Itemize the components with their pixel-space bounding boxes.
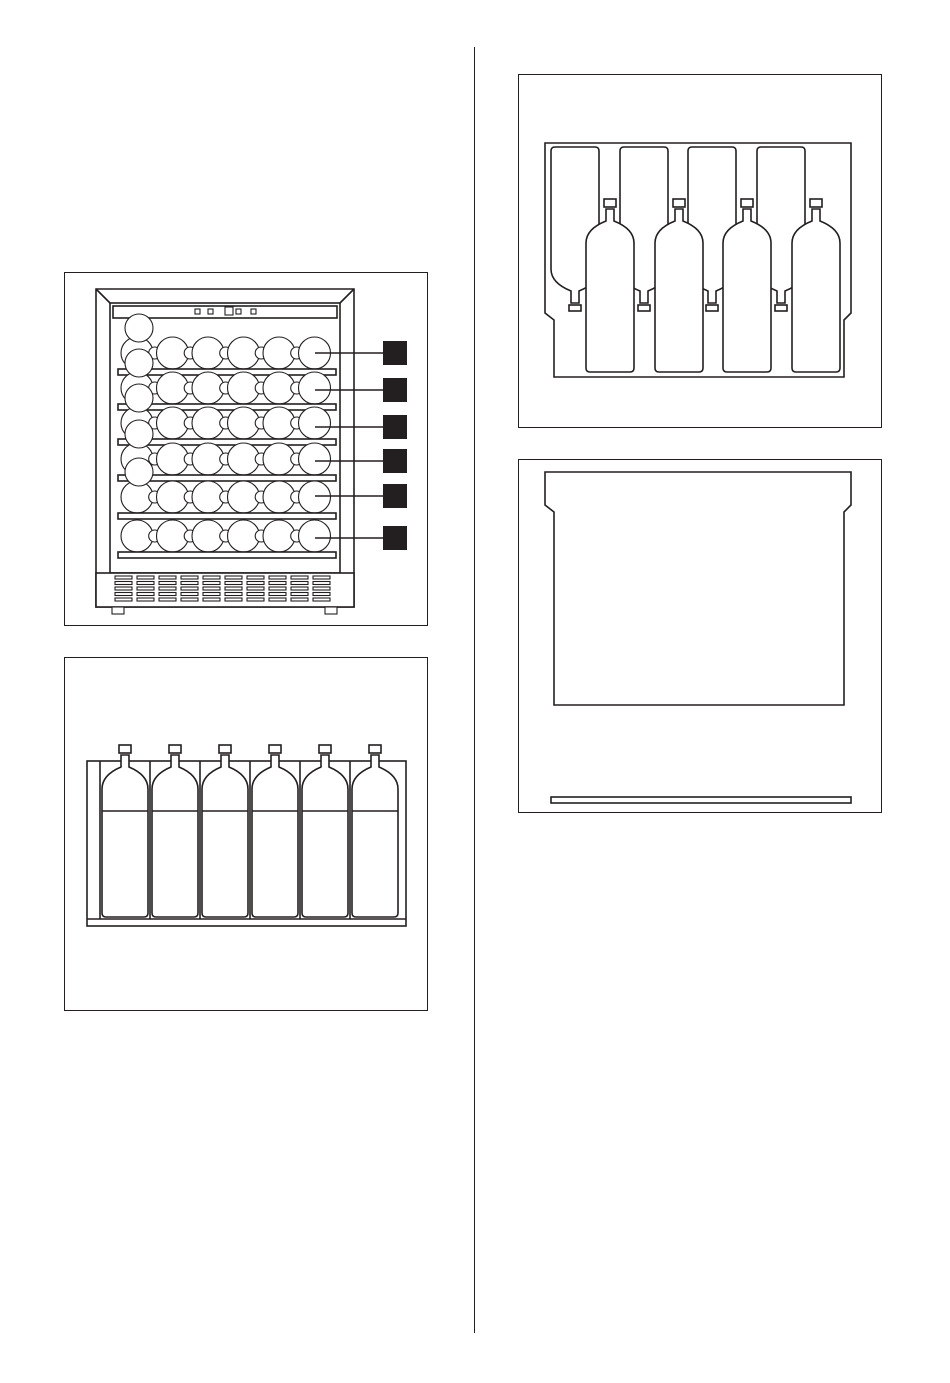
display-icon [225,307,233,315]
figure-alternating-bottles [518,74,882,428]
standing-bottle [152,755,198,917]
vent-slot [291,593,308,596]
inverted-bottle-cap [775,305,787,311]
inverted-bottle-cap [706,305,718,311]
standing-bottle-cap [219,745,231,753]
shelf-marker-6 [383,526,407,550]
vent-slot [247,582,264,585]
standing-bottle [202,755,248,917]
standing-bottle [352,755,398,917]
vent-slot [225,576,242,579]
bottle-base-circle [299,520,331,552]
vent-slot [115,587,132,590]
vent-slot [291,576,308,579]
shelf-rail [118,513,336,519]
vent-slot [115,576,132,579]
standing-bottle-cap [169,745,181,753]
vent-slot [137,582,154,585]
vent-slot [203,593,220,596]
vent-slot [159,576,176,579]
standing-bottle-cap [319,745,331,753]
vent-slot [159,593,176,596]
vent-slot [313,576,330,579]
upright-bottle [723,209,771,372]
standing-bottles-diagram [65,658,427,1010]
column-divider [474,47,475,1333]
upright-bottle-cap [673,199,685,207]
vent-slot [137,587,154,590]
vent-slot [291,598,308,601]
figure-standing-bottles [64,657,428,1011]
upright-bottle [655,209,703,372]
shelf-marker-5 [383,484,407,508]
vent-slot [137,576,154,579]
figure-fridge-front [64,272,428,626]
vent-slot [159,598,176,601]
standing-bottle-cap [269,745,281,753]
vent-slot [181,582,198,585]
vent-slot [225,587,242,590]
upright-bottle-cap [604,199,616,207]
fridge-diagram [65,273,427,625]
bottle-base-circle [299,407,331,439]
vent-slot [225,593,242,596]
vent-slot [137,593,154,596]
control-button-icon [236,309,241,314]
vent-slot [313,598,330,601]
alternating-bottles-diagram [519,75,881,427]
inverted-bottle-cap [569,305,581,311]
standing-bottle [102,755,148,917]
vent-slot [137,598,154,601]
bottle-back-circle [125,420,153,448]
standing-bottle-cap [369,745,381,753]
bottle-back-circle [125,384,153,412]
vent-slot [181,587,198,590]
vent-slot [115,593,132,596]
standing-bottle [302,755,348,917]
vent-slot [203,587,220,590]
vent-slot [247,587,264,590]
bottle-base-circle [299,372,331,404]
bottle-back-circle [125,314,153,342]
vent-slot [313,593,330,596]
control-button-icon [208,309,213,314]
vent-slot [203,576,220,579]
bottle-back-circle [125,458,153,486]
vent-slot [115,598,132,601]
vent-slot [247,598,264,601]
vent-slot [291,587,308,590]
shelf-marker-4 [383,449,407,473]
vent-slot [203,582,220,585]
standing-bottle [252,755,298,917]
vent-slot [225,598,242,601]
vent-slot [313,587,330,590]
vent-slot [159,587,176,590]
vent-slot [225,582,242,585]
vent-slot [269,576,286,579]
vent-slot [247,593,264,596]
vent-slot [291,582,308,585]
vent-slot [203,598,220,601]
upright-bottle-cap [741,199,753,207]
shelf-rail [118,552,336,558]
control-button-icon [251,309,256,314]
vent-slot [313,582,330,585]
vent-slot [181,598,198,601]
standing-bottle-cap [119,745,131,753]
bottle-back-circle [125,349,153,377]
upright-bottle [792,209,840,372]
upright-bottle-cap [810,199,822,207]
bottle-base-circle [299,481,331,513]
vent-slot [247,576,264,579]
vent-slot [269,582,286,585]
stacked-bottles-diagram [519,460,881,812]
vent-slot [269,587,286,590]
shelf-marker-2 [383,378,407,402]
shelf-marker-1 [383,341,407,365]
vent-slot [269,593,286,596]
bottle-base-circle [299,443,331,475]
vent-slot [115,582,132,585]
figure-stacked-bottles [518,459,882,813]
vent-slot [159,582,176,585]
vent-slot [181,593,198,596]
control-button-icon [195,309,200,314]
upright-bottle [586,209,634,372]
vent-slot [181,576,198,579]
shelf-marker-3 [383,415,407,439]
vent-slot [269,598,286,601]
inverted-bottle-cap [638,305,650,311]
